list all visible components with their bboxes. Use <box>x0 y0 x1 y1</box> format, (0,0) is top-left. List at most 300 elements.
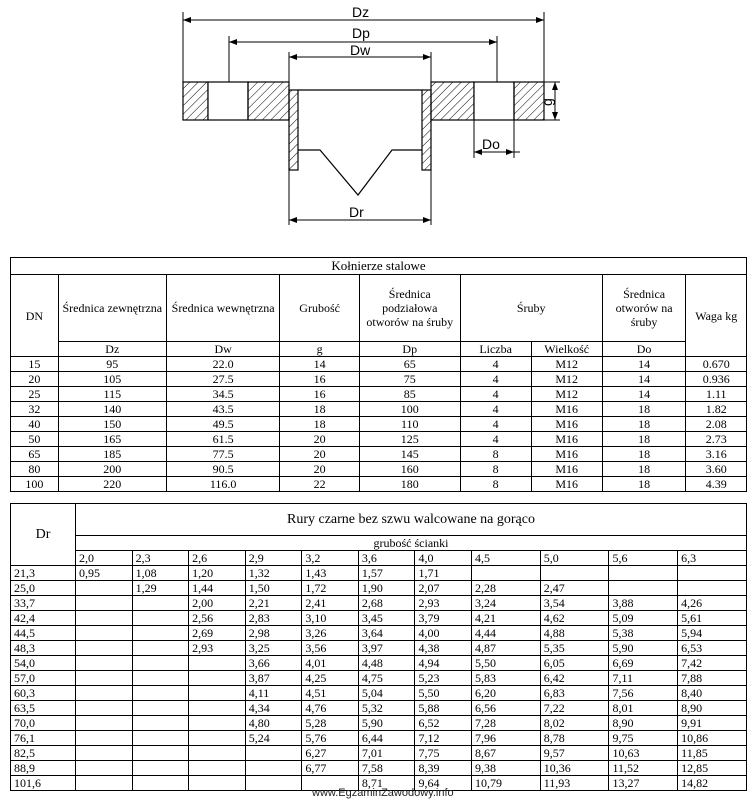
pipe-cell: 4,21 <box>472 611 541 626</box>
pipe-row <box>11 656 747 671</box>
pipe-cell <box>132 701 189 716</box>
pipe-cell: 1,71 <box>415 566 472 581</box>
pipe-cell: 101,6 <box>11 776 76 791</box>
pipe-cell: 6,20 <box>472 686 541 701</box>
pipe-cell: 48,3 <box>11 641 76 656</box>
thickness-header: 2,0 <box>76 551 133 566</box>
flange-cell: 165 <box>58 432 166 447</box>
flange-cell: M16 <box>531 417 602 432</box>
pipe-cell: 88,9 <box>11 761 76 776</box>
pipe-cell: 2,07 <box>415 581 472 596</box>
pipe-cell: 4,87 <box>472 641 541 656</box>
pipe-cell: 6,83 <box>540 686 609 701</box>
pipe-cell <box>132 776 189 791</box>
pipe-cell: 5,04 <box>358 686 415 701</box>
pipe-cell <box>189 671 246 686</box>
flange-cell: 65 <box>359 357 460 372</box>
pipe-cell: 1,90 <box>358 581 415 596</box>
pipe-cell <box>609 581 678 596</box>
pipe-cell: 3,54 <box>540 596 609 611</box>
pipe-cell: 1,72 <box>302 581 359 596</box>
pipe-cell: 4,44 <box>472 626 541 641</box>
flange-cell: 20 <box>280 447 360 462</box>
flange-cell: 61.5 <box>166 432 279 447</box>
flange-cell: 140 <box>58 402 166 417</box>
flange-cell: 14 <box>602 357 686 372</box>
pipe-row <box>11 761 747 776</box>
flange-cell: 1.82 <box>686 402 747 417</box>
pipe-cell: 5,88 <box>415 701 472 716</box>
flange-cell: 20 <box>280 462 360 477</box>
pipe-cell: 1,29 <box>132 581 189 596</box>
pipe-cell: 5,90 <box>609 641 678 656</box>
pipe-cell: 4,48 <box>358 656 415 671</box>
flange-cell: 77.5 <box>166 447 279 462</box>
flange-cell: M12 <box>531 357 602 372</box>
flange-cell: 105 <box>58 372 166 387</box>
pipe-cell: 4,94 <box>415 656 472 671</box>
flange-row <box>11 447 747 462</box>
pipe-table-title: Rury czarne bez szwu walcowane na gorąco <box>76 504 747 536</box>
pipe-cell: 10,86 <box>678 731 747 746</box>
pipe-cell: 5,94 <box>678 626 747 641</box>
pipe-row <box>11 746 747 761</box>
flange-cell: 8 <box>460 462 531 477</box>
pipe-cell: 8,01 <box>609 701 678 716</box>
pipe-cell: 1,32 <box>245 566 302 581</box>
flange-cell: 0.670 <box>686 357 747 372</box>
flange-cell: 2.73 <box>686 432 747 447</box>
thickness-header: 2,6 <box>189 551 246 566</box>
flange-cell: 4.39 <box>686 477 747 492</box>
pipe-cell <box>540 566 609 581</box>
flange-cell: 4 <box>460 387 531 402</box>
pipe-cell: 2,93 <box>415 596 472 611</box>
flange-cell: 18 <box>602 462 686 477</box>
pipe-cell <box>245 746 302 761</box>
pipe-row <box>11 701 747 716</box>
pipe-cell: 5,76 <box>302 731 359 746</box>
flange-cell: 1.11 <box>686 387 747 402</box>
pipe-cell: 14,82 <box>678 776 747 791</box>
pipe-cell: 33,7 <box>11 596 76 611</box>
pipe-cell: 5,28 <box>302 716 359 731</box>
pipe-cell: 57,0 <box>11 671 76 686</box>
dim-dr-label: Dr <box>349 204 364 220</box>
pipe-cell: 11,85 <box>678 746 747 761</box>
pipe-cell <box>76 716 133 731</box>
pipe-cell: 8,90 <box>678 701 747 716</box>
pipe-row <box>11 686 747 701</box>
pipe-cell: 6,42 <box>540 671 609 686</box>
flange-cell: 49.5 <box>166 417 279 432</box>
pipe-cell <box>245 761 302 776</box>
flange-cell: 20 <box>11 372 59 387</box>
sym-size: Wielkość <box>531 342 602 357</box>
pipe-cell: 6,69 <box>609 656 678 671</box>
pipe-cell: 2,98 <box>245 626 302 641</box>
pipe-cell: 9,57 <box>540 746 609 761</box>
pipe-cell <box>132 761 189 776</box>
flange-cell: 27.5 <box>166 372 279 387</box>
pipe-cell: 25,0 <box>11 581 76 596</box>
flange-cell: 116.0 <box>166 477 279 492</box>
pipe-cell: 2,83 <box>245 611 302 626</box>
flange-cell: 8 <box>460 477 531 492</box>
pipe-cell: 7,01 <box>358 746 415 761</box>
pipe-cell: 2,21 <box>245 596 302 611</box>
dim-dp-label: Dp <box>352 25 370 41</box>
flange-cell: 180 <box>359 477 460 492</box>
pipe-cell: 5,61 <box>678 611 747 626</box>
pipe-cell: 6,77 <box>302 761 359 776</box>
pipe-cell: 3,56 <box>302 641 359 656</box>
pipe-cell: 7,75 <box>415 746 472 761</box>
pipe-cell: 8,02 <box>540 716 609 731</box>
pipe-cell: 54,0 <box>11 656 76 671</box>
flange-cell: 100 <box>359 402 460 417</box>
flange-cell: 16 <box>280 387 360 402</box>
col-hole-diameter: Średnica otworów na śruby <box>602 275 686 342</box>
pipe-cell: 10,79 <box>472 776 541 791</box>
pipe-cell: 2,69 <box>189 626 246 641</box>
pipe-cell: 13,27 <box>609 776 678 791</box>
flange-cell: 16 <box>280 372 360 387</box>
flange-cell: 0.936 <box>686 372 747 387</box>
pipe-cell: 5,32 <box>358 701 415 716</box>
pipe-cell <box>132 716 189 731</box>
flange-row <box>11 357 747 372</box>
pipe-cell: 7,58 <box>358 761 415 776</box>
flange-cell: 150 <box>58 417 166 432</box>
flange-cell: 65 <box>11 447 59 462</box>
thickness-header: 2,3 <box>132 551 189 566</box>
pipe-cell: 3,97 <box>358 641 415 656</box>
flange-cell: 3.16 <box>686 447 747 462</box>
flange-cell: 25 <box>11 387 59 402</box>
pipe-cell: 9,38 <box>472 761 541 776</box>
flange-cell: 34.5 <box>166 387 279 402</box>
pipe-cell: 6,52 <box>415 716 472 731</box>
flange-cell: 95 <box>58 357 166 372</box>
pipe-cell <box>189 686 246 701</box>
flange-cell: 14 <box>602 372 686 387</box>
pipe-cell: 7,22 <box>540 701 609 716</box>
flange-cell: 185 <box>58 447 166 462</box>
pipe-cell <box>76 656 133 671</box>
pipe-cell: 3,87 <box>245 671 302 686</box>
pipe-row <box>11 566 747 581</box>
pipe-row <box>11 716 747 731</box>
pipe-cell: 3,26 <box>302 626 359 641</box>
flange-cell: 125 <box>359 432 460 447</box>
pipe-cell: 76,1 <box>11 731 76 746</box>
pipe-cell: 7,42 <box>678 656 747 671</box>
pipe-cell <box>76 641 133 656</box>
flange-cell: M12 <box>531 387 602 402</box>
flange-cell: 22 <box>280 477 360 492</box>
pipe-row <box>11 611 747 626</box>
pipe-cell: 1,50 <box>245 581 302 596</box>
pipe-cell: 2,47 <box>540 581 609 596</box>
pipe-cell: 7,56 <box>609 686 678 701</box>
pipe-row <box>11 731 747 746</box>
flange-drawing <box>0 0 748 240</box>
pipe-cell: 7,12 <box>415 731 472 746</box>
flange-cell: 200 <box>58 462 166 477</box>
flange-cell: 50 <box>11 432 59 447</box>
thickness-header: 3,2 <box>302 551 359 566</box>
pipe-cell <box>76 626 133 641</box>
flange-row <box>11 402 747 417</box>
pipe-cell: 1,08 <box>132 566 189 581</box>
pipe-cell: 3,45 <box>358 611 415 626</box>
pipe-cell: 6,44 <box>358 731 415 746</box>
pipe-cell: 7,11 <box>609 671 678 686</box>
col-outer-diameter: Średnica zewnętrzna <box>58 275 166 342</box>
flange-cell: 14 <box>280 357 360 372</box>
pipe-cell <box>132 596 189 611</box>
pipe-cell: 5,38 <box>609 626 678 641</box>
sym-dp: Dp <box>359 342 460 357</box>
pipe-cell: 4,88 <box>540 626 609 641</box>
flange-cell: 18 <box>602 417 686 432</box>
pipe-cell <box>132 746 189 761</box>
wall-thickness-label: grubość ścianki <box>76 536 747 551</box>
pipe-cell: 9,91 <box>678 716 747 731</box>
sym-count: Liczba <box>460 342 531 357</box>
flange-cell: 75 <box>359 372 460 387</box>
flange-cell: M12 <box>531 372 602 387</box>
col-inner-diameter: Średnica wewnętrzna <box>166 275 279 342</box>
pipe-cell: 9,64 <box>415 776 472 791</box>
flange-cell: 4 <box>460 432 531 447</box>
pipe-cell: 5,50 <box>415 686 472 701</box>
sym-dz: Dz <box>58 342 166 357</box>
flange-cell: 110 <box>359 417 460 432</box>
flange-cell: 2.08 <box>686 417 747 432</box>
flange-row <box>11 477 747 492</box>
pipe-cell: 8,90 <box>609 716 678 731</box>
flange-cell: 8 <box>460 447 531 462</box>
pipe-cell <box>132 731 189 746</box>
flange-cell: 220 <box>58 477 166 492</box>
pipe-cell <box>132 626 189 641</box>
flange-table <box>10 257 747 492</box>
pipe-cell: 7,96 <box>472 731 541 746</box>
pipe-cell: 2,93 <box>189 641 246 656</box>
pipe-cell: 4,11 <box>245 686 302 701</box>
pipe-cell: 44,5 <box>11 626 76 641</box>
pipe-cell <box>76 686 133 701</box>
pipe-cell <box>132 641 189 656</box>
pipe-cell: 4,38 <box>415 641 472 656</box>
flange-cell: 18 <box>602 477 686 492</box>
pipe-cell <box>132 671 189 686</box>
pipe-cell: 8,39 <box>415 761 472 776</box>
pipe-row <box>11 641 747 656</box>
thickness-header: 4,0 <box>415 551 472 566</box>
pipe-cell: 1,20 <box>189 566 246 581</box>
col-bolts: Śruby <box>460 275 602 342</box>
pipe-cell <box>132 656 189 671</box>
flange-cell: M16 <box>531 447 602 462</box>
flange-row <box>11 417 747 432</box>
pipe-cell <box>76 671 133 686</box>
flange-cell: 85 <box>359 387 460 402</box>
flange-row <box>11 387 747 402</box>
pipe-cell <box>678 566 747 581</box>
pipe-cell <box>132 686 189 701</box>
flange-cell: 22.0 <box>166 357 279 372</box>
pipe-cell: 11,93 <box>540 776 609 791</box>
flange-cell: 18 <box>602 402 686 417</box>
flange-row <box>11 432 747 447</box>
flange-cell: 4 <box>460 372 531 387</box>
pipe-cell: 4,00 <box>415 626 472 641</box>
pipe-cell: 4,80 <box>245 716 302 731</box>
pipe-cell: 4,75 <box>358 671 415 686</box>
pipe-cell <box>189 701 246 716</box>
pipe-cell <box>189 761 246 776</box>
pipe-cell: 3,88 <box>609 596 678 611</box>
pipe-cell <box>76 731 133 746</box>
pipe-cell: 6,05 <box>540 656 609 671</box>
flange-cell: 90.5 <box>166 462 279 477</box>
pipe-cell: 70,0 <box>11 716 76 731</box>
pipe-cell: 8,71 <box>358 776 415 791</box>
flange-cell: 4 <box>460 417 531 432</box>
flange-cell: 100 <box>11 477 59 492</box>
pipe-cell: 12,85 <box>678 761 747 776</box>
pipe-cell: 4,51 <box>302 686 359 701</box>
thickness-header: 6,3 <box>678 551 747 566</box>
pipe-cell <box>76 776 133 791</box>
pipe-cell: 4,26 <box>678 596 747 611</box>
pipe-cell <box>189 716 246 731</box>
col-pitch-diameter: Średnica podziałowa otworów na śruby <box>359 275 460 342</box>
col-weight: Waga kg <box>686 275 747 357</box>
thickness-header: 4,5 <box>472 551 541 566</box>
pipe-cell: 4,76 <box>302 701 359 716</box>
pipe-cell <box>76 761 133 776</box>
pipe-cell <box>189 656 246 671</box>
pipe-cell: 5,24 <box>245 731 302 746</box>
col-dr: Dr <box>11 504 76 566</box>
thickness-header: 5,6 <box>609 551 678 566</box>
pipe-cell: 2,41 <box>302 596 359 611</box>
pipe-cell: 7,28 <box>472 716 541 731</box>
flange-row <box>11 462 747 477</box>
pipe-cell: 5,83 <box>472 671 541 686</box>
sym-g: g <box>280 342 360 357</box>
flange-cell: M16 <box>531 477 602 492</box>
pipe-cell <box>76 581 133 596</box>
pipe-cell <box>472 566 541 581</box>
col-thickness: Grubość <box>280 275 360 342</box>
flange-cell: 115 <box>58 387 166 402</box>
pipe-cell: 7,88 <box>678 671 747 686</box>
pipe-cell: 4,62 <box>540 611 609 626</box>
flange-cell: 20 <box>280 432 360 447</box>
dim-g-label: g <box>539 98 555 106</box>
dim-do-label: Do <box>482 136 500 152</box>
pipe-cell: 1,44 <box>189 581 246 596</box>
pipe-cell: 4,25 <box>302 671 359 686</box>
pipe-cell: 1,57 <box>358 566 415 581</box>
pipe-cell: 2,68 <box>358 596 415 611</box>
pipe-cell: 3,66 <box>245 656 302 671</box>
pipe-cell <box>76 596 133 611</box>
watermark: www.EgzaminZawodowy.info <box>312 787 454 799</box>
flange-cell: 40 <box>11 417 59 432</box>
pipe-cell: 3,24 <box>472 596 541 611</box>
pipe-cell <box>76 611 133 626</box>
pipe-cell <box>609 566 678 581</box>
pipe-cell <box>76 746 133 761</box>
pipe-cell: 21,3 <box>11 566 76 581</box>
dim-dz-label: Dz <box>352 4 370 20</box>
pipe-cell: 6,27 <box>302 746 359 761</box>
col-dn: DN <box>11 275 59 357</box>
pipe-cell: 4,34 <box>245 701 302 716</box>
flange-cell: 3.60 <box>686 462 747 477</box>
pipe-cell: 63,5 <box>11 701 76 716</box>
pipe-cell: 3,25 <box>245 641 302 656</box>
pipe-cell <box>245 776 302 791</box>
flange-cell: 4 <box>460 357 531 372</box>
pipe-cell: 82,5 <box>11 746 76 761</box>
flange-table-title: Kołnierze stalowe <box>11 258 747 275</box>
pipe-cell: 60,3 <box>11 686 76 701</box>
flange-cell: 18 <box>602 432 686 447</box>
thickness-header: 3,6 <box>358 551 415 566</box>
pipe-cell: 8,40 <box>678 686 747 701</box>
pipe-cell <box>132 611 189 626</box>
pipe-cell: 5,23 <box>415 671 472 686</box>
pipe-cell: 8,78 <box>540 731 609 746</box>
pipe-cell: 0,95 <box>76 566 133 581</box>
flange-cell: 43.5 <box>166 402 279 417</box>
pipe-cell: 5,09 <box>609 611 678 626</box>
flange-cell: M16 <box>531 462 602 477</box>
pipe-cell: 10,63 <box>609 746 678 761</box>
flange-cell: 18 <box>602 447 686 462</box>
pipe-row <box>11 581 747 596</box>
flange-cell: 80 <box>11 462 59 477</box>
sym-dw: Dw <box>166 342 279 357</box>
sym-do: Do <box>602 342 686 357</box>
pipe-cell <box>189 776 246 791</box>
flange-cell: 18 <box>280 402 360 417</box>
pipe-cell: 6,56 <box>472 701 541 716</box>
pipe-cell: 10,36 <box>540 761 609 776</box>
pipe-cell: 2,56 <box>189 611 246 626</box>
pipe-cell: 1,43 <box>302 566 359 581</box>
pipe-cell: 2,00 <box>189 596 246 611</box>
pipe-cell <box>189 731 246 746</box>
pipe-row <box>11 626 747 641</box>
flange-cell: 32 <box>11 402 59 417</box>
pipe-cell <box>76 701 133 716</box>
pipe-cell: 6,53 <box>678 641 747 656</box>
pipe-cell: 3,64 <box>358 626 415 641</box>
flange-cell: M16 <box>531 402 602 417</box>
pipe-cell: 2,28 <box>472 581 541 596</box>
pipe-cell: 3,79 <box>415 611 472 626</box>
pipe-row <box>11 671 747 686</box>
pipe-table <box>10 503 747 791</box>
